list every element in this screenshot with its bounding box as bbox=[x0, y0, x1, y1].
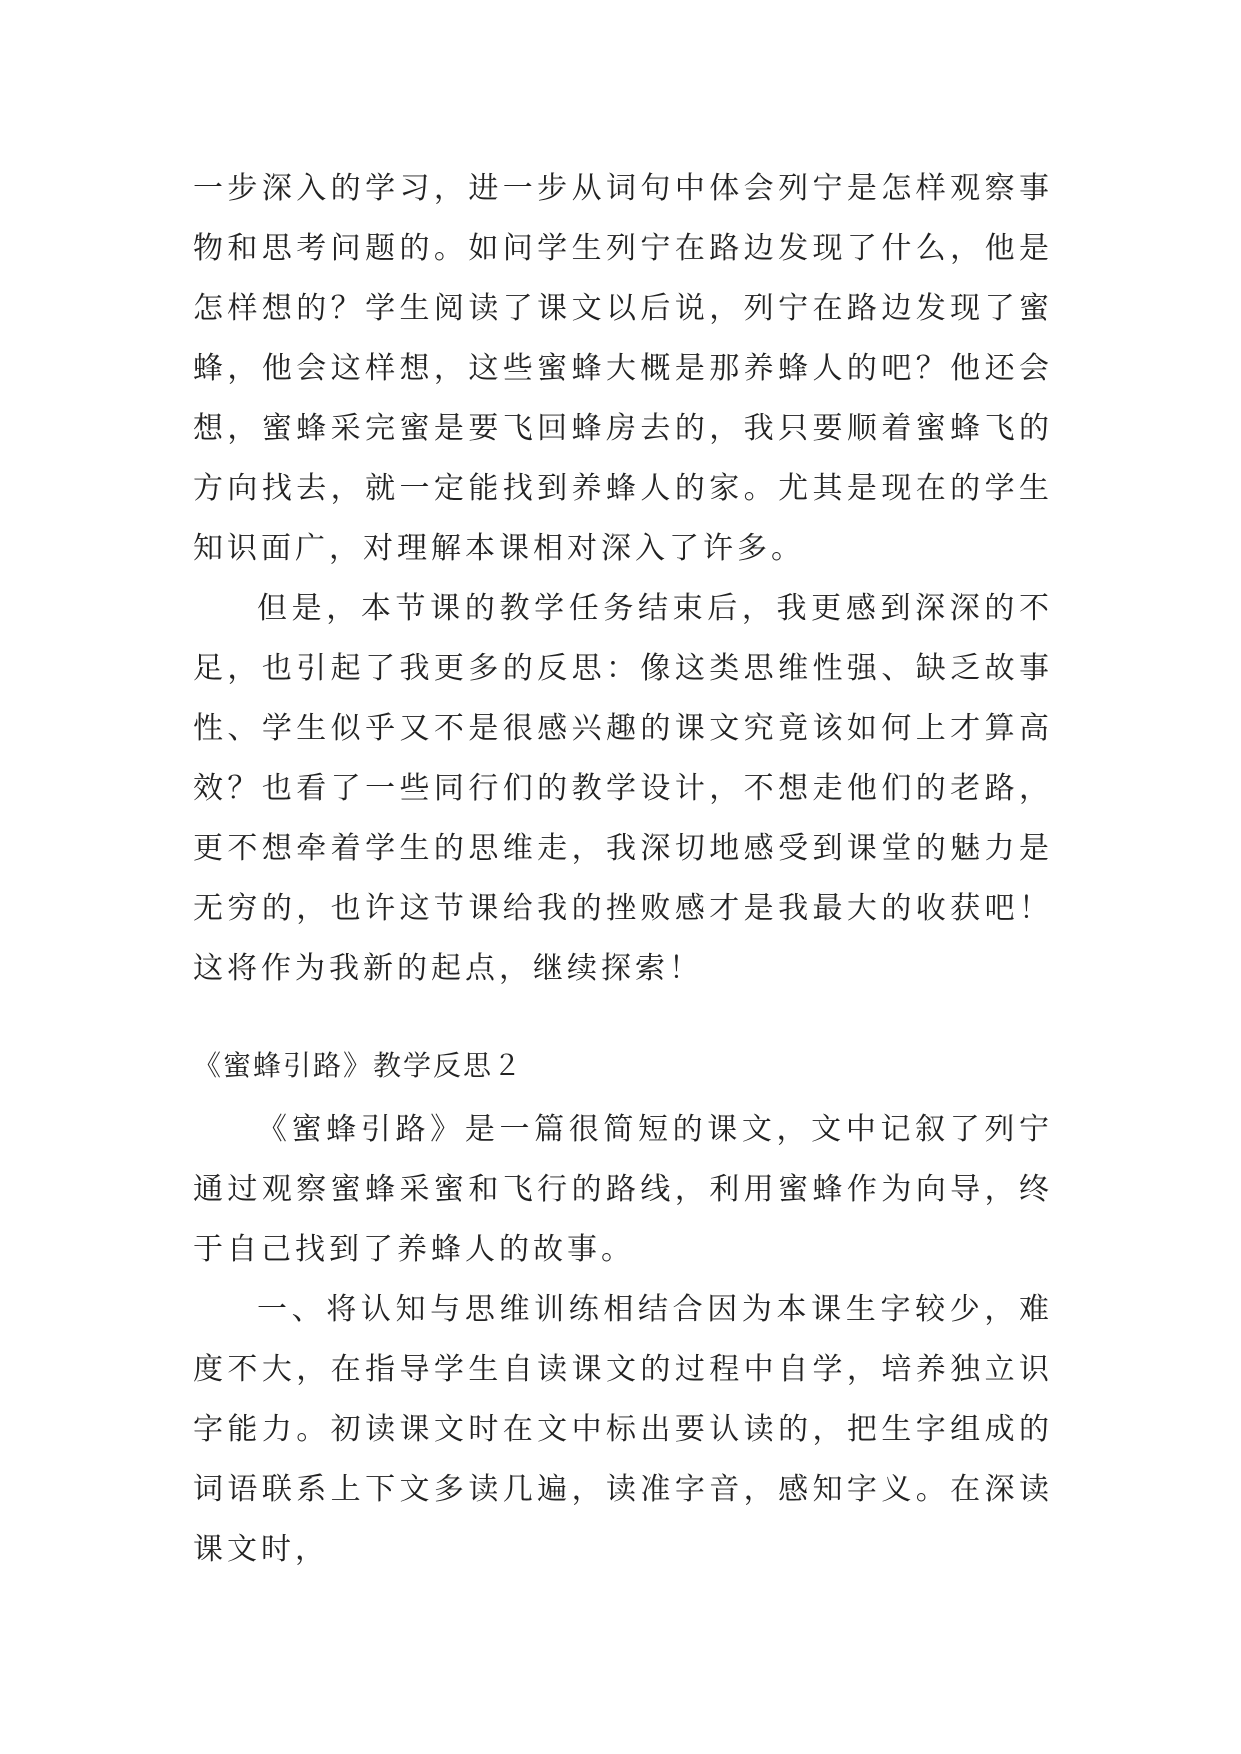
section-one bbox=[193, 159, 1053, 999]
paragraph-intro: 《蜜蜂引路》是一篇很简短的课文，文中记叙了列宁通过观察蜜蜂采蜜和飞行的路线，利用蜜蜂作为向导，终于自己找到了养蜂人的故事。 bbox=[193, 1112, 1053, 1267]
paragraph-reflection: 但是，本节课的教学任务结束后，我更感到深深的不足，也引起了我更多的反思：像这类思维性强、缺乏故事性、学生似乎又不是很感兴趣的课文究竟该如何上才算高效？也看了一些同行们的教学设计，不想走他们的老路，更不想牵着学生的思维走，我深切地感受到课堂的魅力是无穷的，也许这节课给我的挫败感才是我最大的收获吧！这将作为我新的起点，继续探索！ bbox=[193, 591, 1053, 986]
section-heading: 《蜜蜂引路》教学反思２ bbox=[193, 1049, 524, 1082]
section-two bbox=[193, 1100, 1053, 1580]
paragraph-continuation: 一步深入的学习，进一步从词句中体会列宁是怎样观察事物和思考问题的。如问学生列宁在路边发现了什么，他是怎样想的？学生阅读了课文以后说，列宁在路边发现了蜜蜂，他会这样想，这些蜜蜂大概是那养蜂人的吧？他还会想，蜜蜂采完蜜是要飞回蜂房去的，我只要顺着蜜蜂飞的方向找去，就一定能找到养蜂人的家。尤其是现在的学生知识面广，对理解本课相对深入了许多。 bbox=[193, 171, 1053, 566]
paragraph-point-one: 一、将认知与思维训练相结合因为本课生字较少，难度不大，在指导学生自读课文的过程中自学，培养独立识字能力。初读课文时在文中标出要认读的，把生字组成的词语联系上下文多读几遍，读准字音，感知字义。在深读课文时， bbox=[193, 1292, 1053, 1567]
